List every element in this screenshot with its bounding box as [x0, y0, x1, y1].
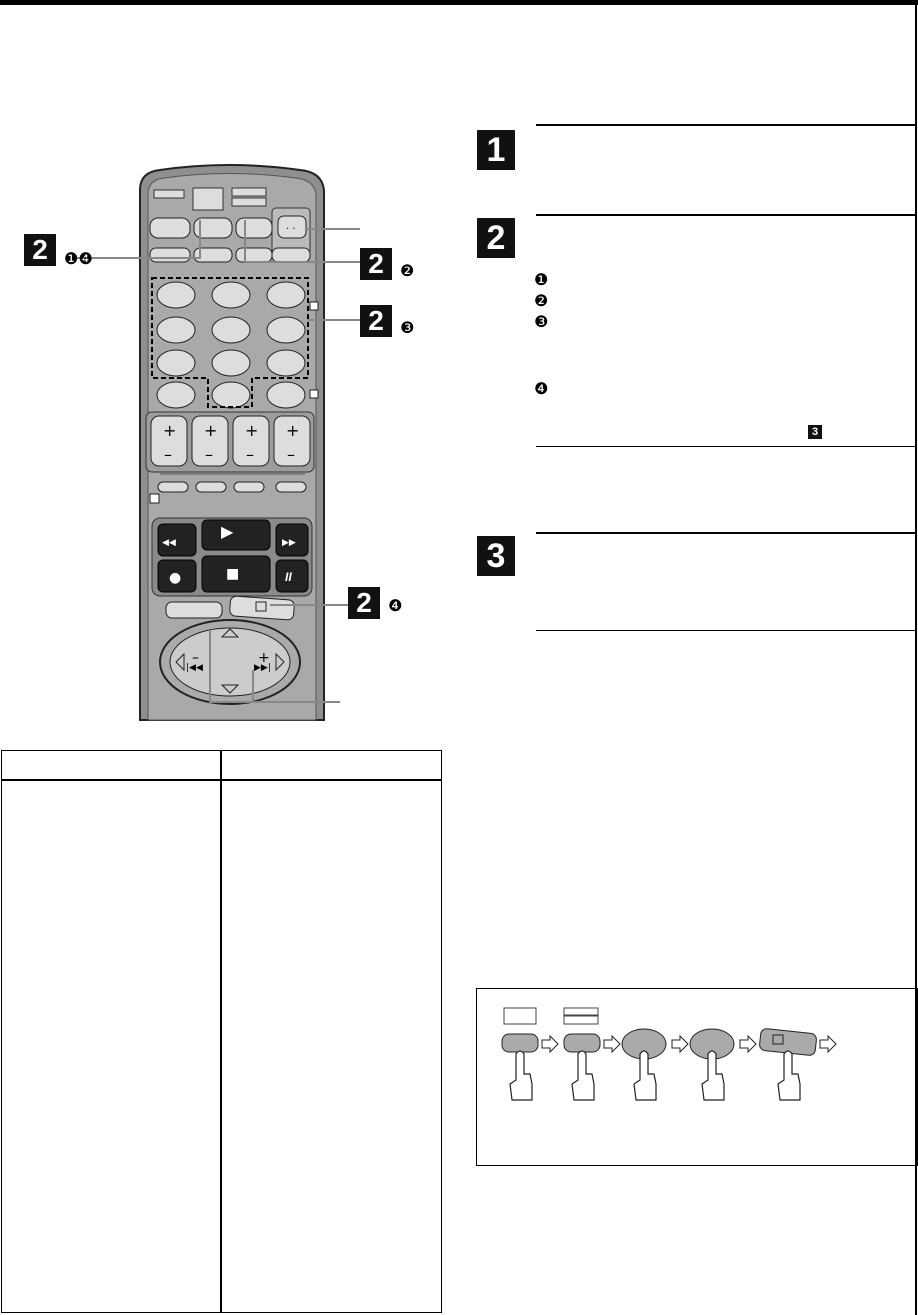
record-icon[interactable]: ● [169, 570, 182, 586]
remote-illustration [0, 150, 460, 730]
callout-markers: ❸ [400, 318, 415, 337]
skip-forward-icon[interactable]: ▶▶| [254, 663, 271, 673]
step-1-rule [536, 124, 916, 126]
svg-text:–: – [164, 445, 172, 464]
svg-text:+: + [245, 421, 259, 440]
callout-markers: ❶❹ [64, 249, 93, 268]
skip-back-icon[interactable]: |◀◀ [186, 663, 203, 673]
step-1-badge: 1 [477, 130, 515, 170]
step-2-badge: 2 [477, 218, 515, 258]
sub-step-marker: ❸ [534, 312, 549, 331]
callout-step-badge: 2 [24, 234, 56, 266]
fast-forward-icon[interactable]: ▶▶ [282, 538, 296, 548]
callout-step-badge: 2 [360, 248, 392, 280]
svg-text:–: – [205, 445, 213, 464]
minus-icon[interactable]: – [192, 650, 199, 666]
rewind-icon[interactable]: ◀◀ [162, 538, 176, 548]
plus-icon[interactable]: + [258, 650, 270, 666]
svg-text:+: + [286, 421, 300, 440]
top-rule [0, 0, 918, 5]
inline-step-ref: 3 [808, 425, 822, 439]
svg-text:· ·: · · [286, 224, 296, 235]
callout-step-badge: 2 [348, 587, 380, 619]
play-icon[interactable]: ▶ [221, 522, 234, 541]
pause-icon[interactable]: II [285, 570, 292, 584]
stop-icon[interactable]: ■ [226, 566, 240, 582]
reference-table [1, 750, 442, 1313]
table-header-divider [2, 779, 441, 781]
button-sequence-illustration [476, 988, 918, 1166]
callout-markers: ❹ [388, 596, 403, 615]
step-3-rule [536, 532, 916, 534]
step-3-badge: 3 [477, 536, 515, 576]
sub-step-marker: ❶ [534, 270, 549, 289]
callout-step-badge: 2 [360, 305, 392, 337]
callout-markers: ❷ [400, 261, 415, 280]
step-2-rule [536, 214, 916, 216]
note-rule [536, 446, 916, 447]
svg-text:+: + [163, 421, 177, 440]
svg-text:–: – [287, 445, 295, 464]
svg-text:+: + [204, 421, 218, 440]
step-3-end-rule [536, 630, 916, 631]
table-column-divider [220, 751, 222, 1312]
sub-step-marker: ❷ [534, 291, 549, 310]
sub-step-marker: ❹ [534, 379, 549, 398]
svg-text:–: – [246, 445, 254, 464]
